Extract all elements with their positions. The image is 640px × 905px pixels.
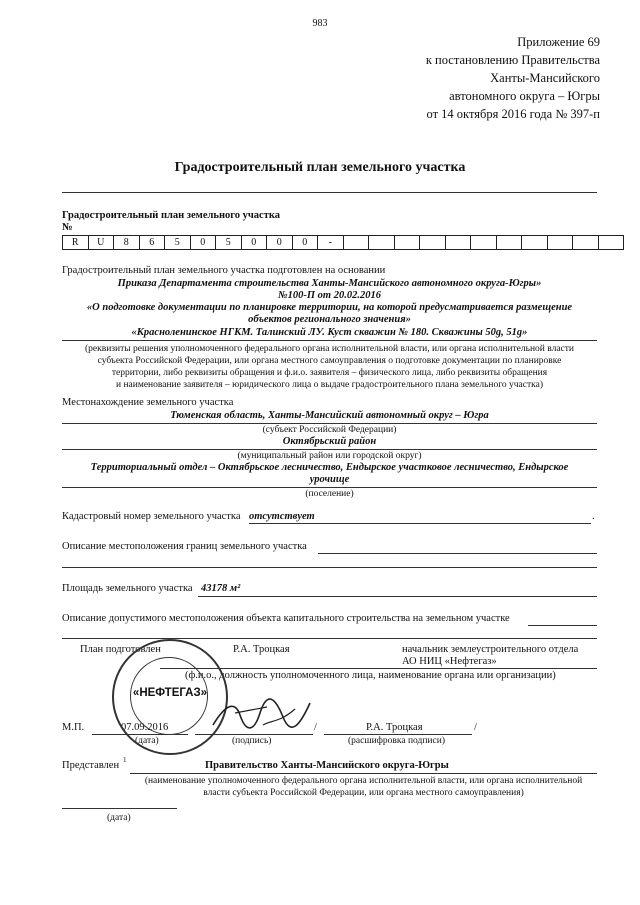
- title-rule: [62, 192, 597, 193]
- location-settlement: Территориальный отдел – Октябрьское лесничество, Ендырское участковое лесничество, Ендырское: [90, 462, 569, 473]
- reg-number-cell: 8: [114, 236, 140, 250]
- handwritten-signature: [205, 695, 315, 740]
- cadastral-line: [249, 523, 591, 524]
- basis-line: Приказа Департамента строительства Ханты-Мансийского автономного округа-Югры»: [117, 278, 542, 289]
- footer-date-caption: (дата): [107, 813, 131, 823]
- footer-date-line: [62, 808, 177, 809]
- cadastral-value: отсутствует: [249, 511, 315, 522]
- placement-line: [528, 625, 597, 626]
- location-label: Местонахождение земельного участка: [62, 397, 234, 408]
- reg-number-cell: [496, 236, 522, 250]
- prepared-line: [160, 668, 597, 669]
- basis-caption: (реквизиты решения уполномоченного федерального органа исполнительной власти, или органа исполнительной власти субъекта Российской Федерации, или органа местного самоуправления о подготовке документации по планировке территории, либо реквизиты обращения и ф.и.о. заявителя – физического лица, либо реквизиты обращения и наименование заявителя – юридического лица о выдаче градостроительного плана земельного участка): [84, 344, 575, 390]
- reg-number-cell: [598, 236, 624, 250]
- reg-number-cell: 5: [165, 236, 191, 250]
- basis-line: №100-П от 20.02.2016: [278, 290, 381, 301]
- cadastral-label: Кадастровый номер земельного участка: [62, 511, 241, 522]
- location-rule: [62, 487, 597, 488]
- appendix-line: автономного округа – Югры: [449, 89, 600, 103]
- page-number: 983: [312, 18, 328, 29]
- location-district: Октябрьский район: [282, 436, 377, 447]
- basis-rule: [62, 340, 597, 341]
- reg-number-cell: R: [63, 236, 89, 250]
- boundaries-label: Описание местоположения границ земельного участка: [62, 541, 307, 552]
- seal-place: М.П.: [62, 722, 85, 733]
- presented-caption: (наименование уполномоченного федерального органа исполнительной власти, или органа исполнительной власти субъекта Российской Федерации, или органа местного самоуправления): [144, 776, 583, 798]
- name-caption: (расшифровка подписи): [348, 736, 445, 746]
- date-caption: (дата): [135, 736, 159, 746]
- location-rule: [62, 449, 597, 450]
- subject-caption: (субъект Российской Федерации): [262, 425, 397, 435]
- basis-intro: Градостроительный план земельного участка подготовлен на основании: [62, 265, 386, 276]
- slash: /: [314, 722, 317, 733]
- slash: /: [474, 722, 477, 733]
- reg-number-cell: [420, 236, 446, 250]
- reg-number-cell: [522, 236, 548, 250]
- reg-number-cell: [573, 236, 599, 250]
- prepared-organization: АО НИЦ «Нефтегаз»: [402, 656, 497, 667]
- reg-number-cell: -: [318, 236, 344, 250]
- reg-number-cell: U: [88, 236, 114, 250]
- cadastral-end: .: [592, 511, 595, 522]
- reg-number-cell: [369, 236, 395, 250]
- signature-caption: (подпись): [232, 736, 272, 746]
- placement-line: [62, 638, 597, 639]
- boundaries-line: [318, 553, 597, 554]
- number-sign: №: [62, 222, 73, 233]
- reg-number-cell: 5: [216, 236, 242, 250]
- settlement-caption: (поселение): [305, 489, 354, 499]
- presented-line: [130, 773, 597, 774]
- boundaries-line: [62, 567, 597, 568]
- plan-header: Градостроительный план земельного участка: [62, 210, 281, 221]
- reg-number-cell: 0: [267, 236, 293, 250]
- prepared-name: Р.А. Троцкая: [233, 644, 290, 655]
- reg-number-cell: [445, 236, 471, 250]
- basis-line: «Красноленинское НГКМ. Талинский ЛУ. Куст скважин № 180. Скважины 50g, 51g»: [131, 327, 528, 338]
- presented-value: Правительство Ханты-Мансийского округа-Югры: [205, 760, 449, 771]
- allowed-placement-label: Описание допустимого местоположения объекта капитального строительства на земельном участке: [62, 613, 510, 624]
- reg-number-cell: 6: [139, 236, 165, 250]
- basis-line: объектов регионального значения»: [248, 314, 411, 325]
- appendix-line: Ханты-Мансийского: [490, 71, 600, 85]
- reg-number-cell: 0: [190, 236, 216, 250]
- area-label: Площадь земельного участка: [62, 583, 193, 594]
- sign-date: 07.09.2016: [121, 722, 169, 733]
- reg-number-cell: 0: [241, 236, 267, 250]
- document-title: Градостроительный план земельного участка: [174, 160, 466, 175]
- reg-number-cell: 0: [292, 236, 318, 250]
- appendix-block: [426, 33, 600, 123]
- prepared-position: начальник землеустроительного отдела: [402, 644, 579, 655]
- prepared-caption: (ф.и.о., должность уполномоченного лица, наименование органа или организации): [185, 670, 556, 681]
- basis-line: «О подготовке документации по планировке территории, на которой предусматривается размещение: [86, 302, 573, 313]
- appendix-line: Приложение 69: [517, 35, 600, 49]
- reg-number-cell: [471, 236, 497, 250]
- name-line: [324, 734, 472, 735]
- district-caption: (муниципальный район или городской округ): [237, 451, 422, 461]
- location-subject: Тюменская область, Ханты-Мансийский автономный округ – Югра: [170, 410, 489, 421]
- location-rule: [62, 423, 597, 424]
- stamp-center-text: «НЕФТЕГАЗ»: [132, 687, 208, 699]
- reg-number-cell: [394, 236, 420, 250]
- reg-number-cell: [343, 236, 369, 250]
- area-line: [198, 596, 597, 597]
- appendix-line: к постановлению Правительства: [425, 53, 600, 67]
- footnote-mark: 1: [123, 756, 127, 764]
- registration-number-grid: [62, 235, 624, 250]
- sign-name: Р.А. Троцкая: [366, 722, 423, 733]
- area-value: 43178 м²: [201, 583, 241, 594]
- prepared-label: План подготовлен: [80, 644, 161, 655]
- location-settlement: урочище: [309, 474, 350, 485]
- appendix-line: от 14 октября 2016 года № 397-п: [426, 107, 600, 121]
- presented-label: Представлен: [62, 760, 120, 771]
- reg-number-cell: [547, 236, 573, 250]
